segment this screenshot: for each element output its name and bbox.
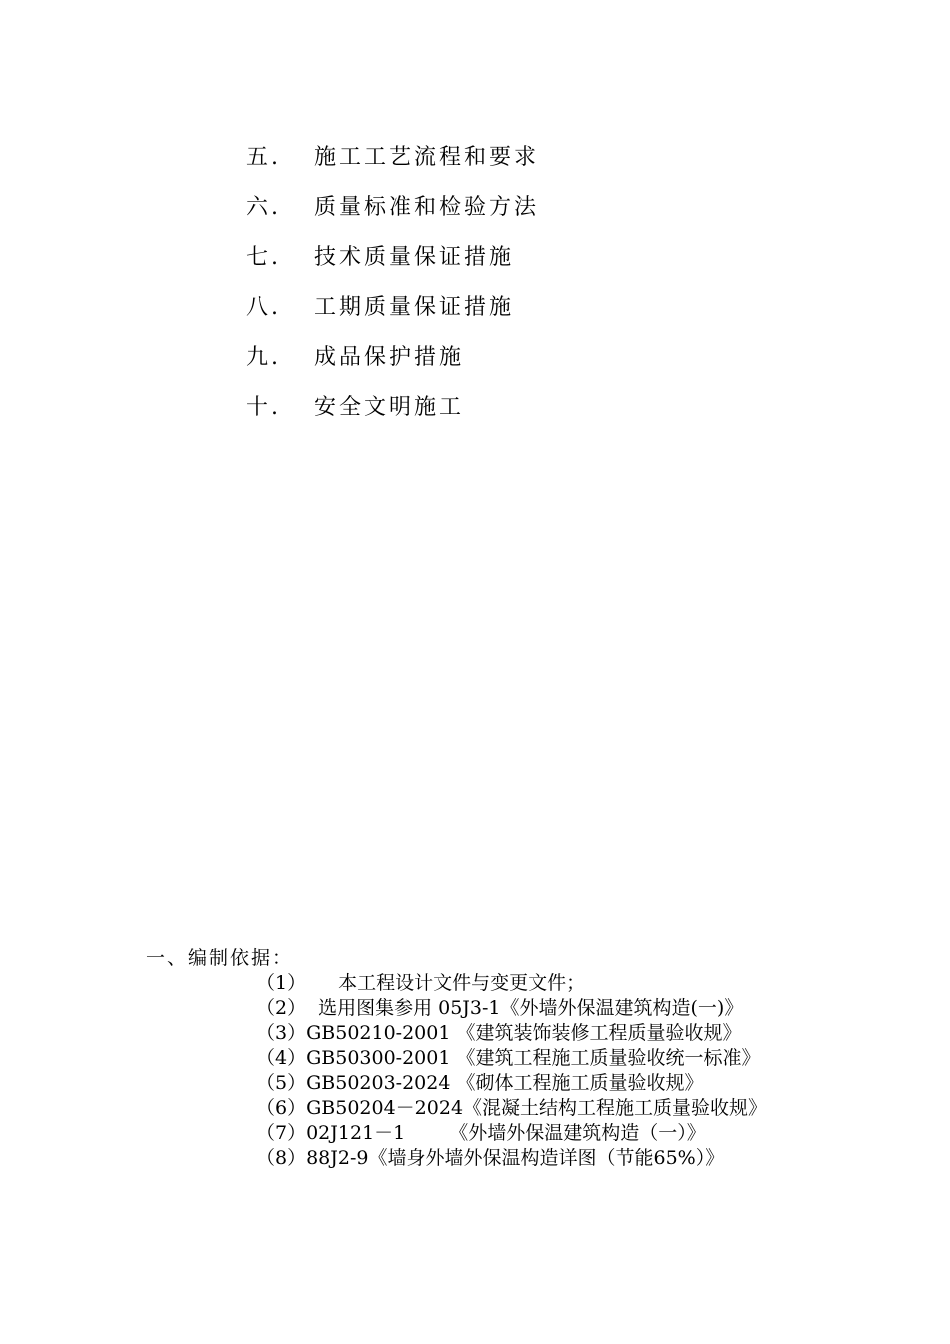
- toc-item-title: 质量标准和检验方法: [314, 194, 540, 220]
- item-number: （6）: [256, 1097, 307, 1119]
- list-item: [256, 1021, 846, 1046]
- item-code: GB50210-2001: [306, 1022, 451, 1044]
- item-number: （3）: [256, 1022, 307, 1044]
- list-item: [256, 1146, 846, 1171]
- table-of-contents: [246, 130, 666, 430]
- item-text: 《砌体工程施工质量验收规》: [456, 1072, 704, 1094]
- item-number: （7）: [256, 1122, 307, 1144]
- toc-item: [246, 230, 666, 280]
- item-text: 《混凝土结构工程施工质量验收规》: [463, 1097, 768, 1119]
- toc-item: [246, 330, 666, 380]
- toc-item: [246, 180, 666, 230]
- item-text: 《建筑装饰装修工程质量验收规》: [456, 1022, 742, 1044]
- toc-item-number: 六.: [246, 194, 281, 220]
- compilation-basis-section: [146, 946, 846, 1171]
- item-text: 《建筑工程施工质量验收统一标准》: [456, 1047, 761, 1069]
- basis-list: [256, 971, 846, 1171]
- list-item: [256, 1121, 846, 1146]
- toc-item-title: 施工工艺流程和要求: [314, 144, 540, 170]
- toc-item-number: 九.: [246, 344, 281, 370]
- item-code: 02J121－1: [306, 1122, 406, 1144]
- toc-item-number: 十.: [246, 394, 281, 420]
- toc-item-title: 安全文明施工: [314, 394, 465, 420]
- item-number: （2）: [256, 997, 307, 1019]
- toc-item-title: 成品保护措施: [314, 344, 465, 370]
- toc-item: [246, 130, 666, 180]
- item-code: GB50203-2024: [306, 1072, 451, 1094]
- item-number: （8）: [256, 1147, 307, 1169]
- list-item: [256, 1071, 846, 1096]
- toc-item: [246, 280, 666, 330]
- list-item: [256, 996, 816, 1021]
- item-text: 选用图集参用 05J3-1《外墙外保温建筑构造(一)》: [318, 997, 744, 1019]
- section-heading: 一、编制依据：: [146, 947, 294, 969]
- toc-item-number: 八.: [246, 294, 281, 320]
- list-item: [256, 971, 846, 996]
- item-code: 88J2-9: [306, 1147, 369, 1169]
- item-text: 《外墙外保温建筑构造（一）》: [449, 1122, 706, 1144]
- item-text: 《墙身外墙外保温构造详图（节能65%）》: [368, 1147, 725, 1169]
- list-item: [256, 1096, 846, 1121]
- toc-item-title: 技术质量保证措施: [314, 244, 515, 270]
- toc-item: [246, 380, 666, 430]
- item-code: GB50204－2024: [306, 1097, 464, 1119]
- item-number: （4）: [256, 1047, 307, 1069]
- item-number: （1）: [256, 972, 307, 994]
- toc-item-title: 工期质量保证措施: [314, 294, 515, 320]
- item-number: （5）: [256, 1072, 307, 1094]
- item-code: GB50300-2001: [306, 1047, 451, 1069]
- toc-item-number: 五.: [246, 144, 281, 170]
- item-text: 本工程设计文件与变更文件；: [338, 972, 586, 994]
- list-item: [256, 1046, 846, 1071]
- toc-item-number: 七.: [246, 244, 281, 270]
